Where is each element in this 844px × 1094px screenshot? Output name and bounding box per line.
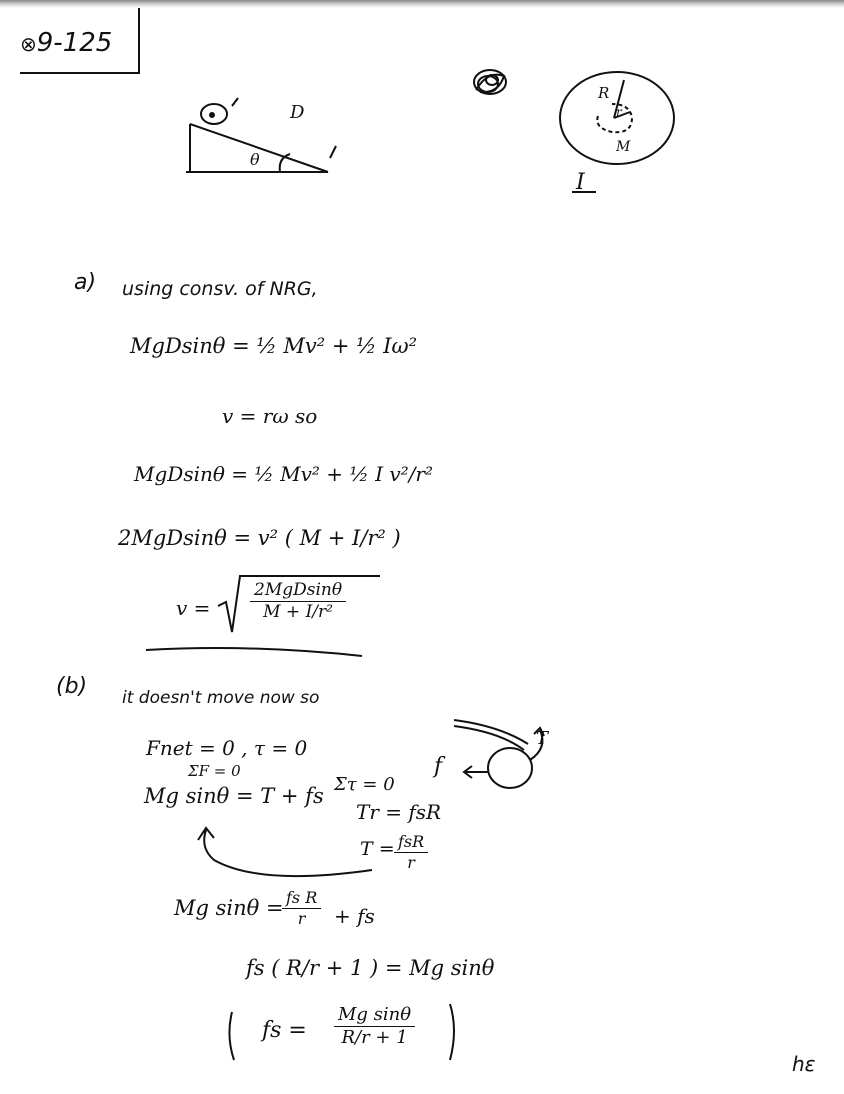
- part-b-intro: it doesn't move now so: [122, 688, 320, 708]
- scribbled-cylinder-icon: [474, 70, 506, 94]
- final-answer-lhs: fs =: [262, 1018, 307, 1043]
- final-answer-fraction: [330, 1006, 419, 1047]
- part-a-eq3: MgDsinθ = ½ Mv² + ½ I v²/r²: [134, 462, 434, 486]
- part-a-eq5-lhs: v =: [176, 596, 211, 620]
- incline-angle-label: θ: [250, 150, 260, 169]
- incline-length-label: D: [290, 102, 305, 123]
- part-b-sub-numerator: fs R: [282, 890, 321, 909]
- author-initials: hε: [792, 1052, 816, 1076]
- part-b-label: (b): [56, 674, 88, 699]
- fbd-cylinder: [454, 720, 544, 788]
- problem-number: ⊗9-125: [20, 28, 113, 58]
- part-b-net: Fnet = 0 , τ = 0: [146, 736, 308, 760]
- part-b-t-denominator: r: [407, 853, 415, 872]
- part-a-eq2: v = rω so: [222, 404, 318, 428]
- final-answer-numerator: Mg sinθ: [334, 1006, 415, 1027]
- part-a-eq1: MgDsinθ = ½ Mv² + ½ Iω²: [130, 334, 418, 358]
- part-a-eq5-fraction: [246, 582, 350, 621]
- incline-diagram: [186, 98, 336, 172]
- part-a-eq5-numerator: 2MgDsinθ: [250, 582, 346, 602]
- substitution-arrow: [198, 828, 372, 876]
- part-b-sum-f: ΣF = 0: [188, 762, 241, 780]
- fbd-tension-label: T: [536, 728, 549, 749]
- cylinder-on-incline-icon: [201, 104, 227, 124]
- final-answer-denominator: R/r + 1: [341, 1027, 408, 1048]
- part-a-eq4: 2MgDsinθ = v² ( M + I/r² ): [118, 526, 401, 550]
- part-b-factor: fs ( R/r + 1 ) = Mg sinθ: [246, 956, 495, 980]
- part-b-t-numerator: fsR: [394, 834, 428, 853]
- part-b-force: Mg sinθ = T + fs: [144, 784, 324, 808]
- inertia-label: I: [576, 170, 585, 195]
- part-b-sub-denominator: r: [297, 909, 306, 928]
- outer-radius-label: R: [598, 84, 610, 102]
- part-a-label: a): [74, 270, 97, 295]
- part-b-sub-rhs: + fs: [334, 904, 375, 928]
- part-b-t-lhs: T =: [360, 838, 395, 860]
- part-b-sub-fraction: [278, 890, 325, 927]
- part-b-t-fraction: [390, 834, 432, 871]
- inner-radius-label: r: [616, 105, 622, 119]
- part-a-eq5-denominator: M + I/r²: [263, 602, 333, 622]
- fbd-friction-label: f: [434, 754, 443, 779]
- part-b-torque: Tr = fsR: [356, 800, 442, 824]
- answer-a-underline: [146, 648, 362, 656]
- part-b-sub-lhs: Mg sinθ =: [174, 896, 284, 920]
- final-answer-bracket-right: [450, 1004, 454, 1060]
- final-answer-bracket-left: [229, 1012, 234, 1060]
- part-b-sum-tau: Στ = 0: [334, 774, 395, 795]
- problem-icon: ⊗: [20, 32, 37, 56]
- part-a-intro: using consv. of NRG,: [122, 278, 318, 300]
- cylinder-mass-label: M: [616, 139, 631, 155]
